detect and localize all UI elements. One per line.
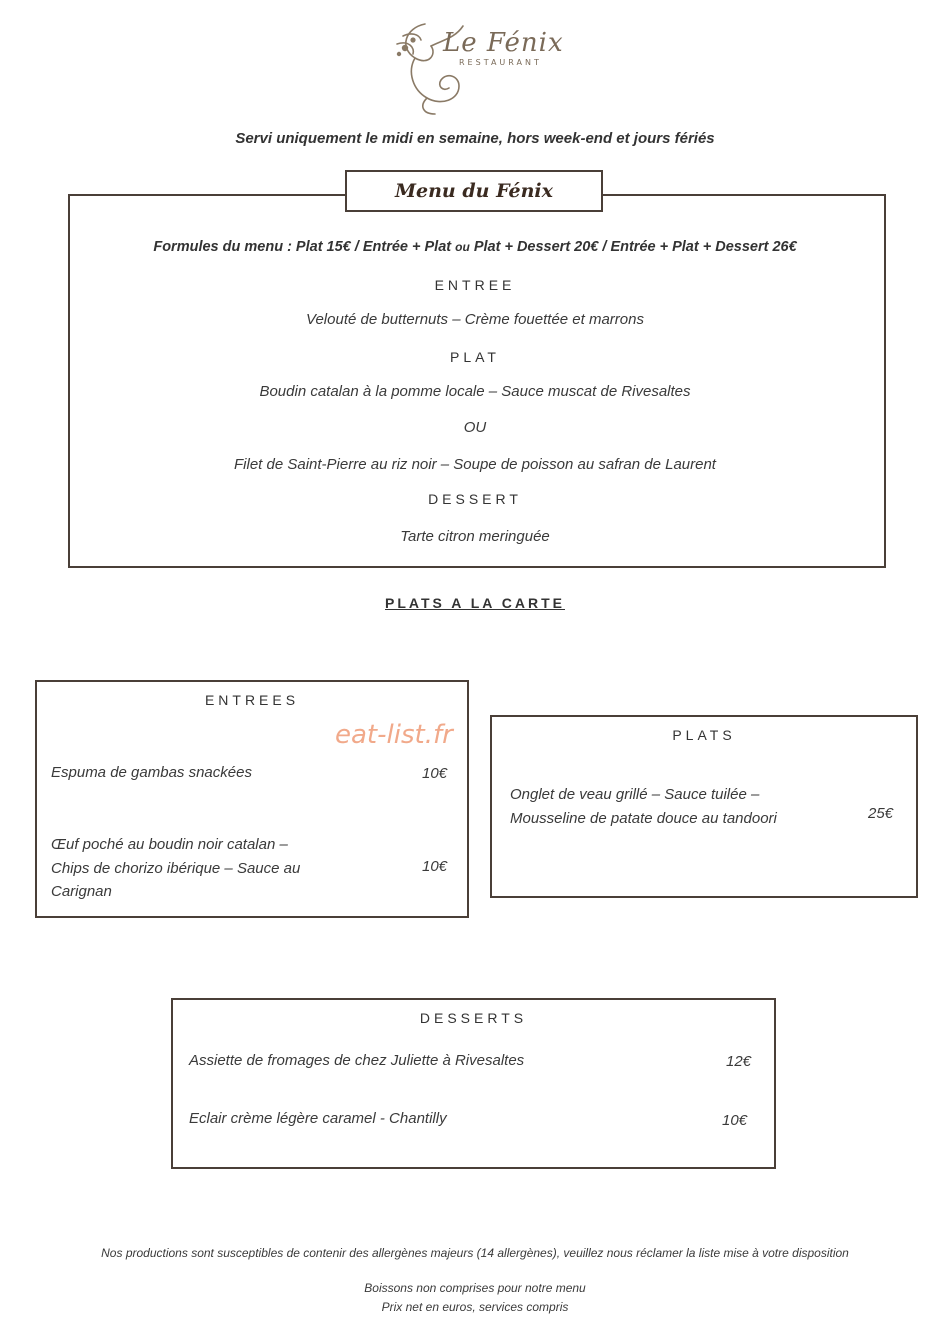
menu-plat-heading: PLAT bbox=[450, 349, 500, 365]
entrees-card bbox=[35, 680, 469, 918]
dessert-item-2 bbox=[189, 1107, 447, 1131]
restaurant-logo bbox=[385, 14, 565, 119]
menu-entree-dish: Velouté de butternuts – Crème fouettée et marrons bbox=[306, 311, 644, 328]
a-la-carte-title bbox=[0, 595, 950, 611]
menu-plat-dish-2: Filet de Saint-Pierre au riz noir – Soupe de poisson au safran de Laurent bbox=[234, 456, 716, 473]
plats-title: PLATS bbox=[672, 727, 736, 743]
plat-item-1 bbox=[510, 783, 777, 830]
formulas-part-a: Formules du menu : Plat 15€ / Entrée + Plat bbox=[153, 239, 452, 255]
menu-title: Menu du Fénix bbox=[395, 180, 553, 202]
entree-item-1-line-1: Espuma de gambas snackées bbox=[51, 764, 252, 781]
formulas-ou: ou bbox=[455, 240, 470, 254]
dessert-item-1 bbox=[189, 1049, 524, 1073]
dessert-item-1-price: 12€ bbox=[726, 1053, 752, 1070]
entree-item-2-line-1: Œuf poché au boudin noir catalan – bbox=[51, 836, 288, 853]
menu-plat-or: OU bbox=[463, 419, 487, 436]
menu-formulas bbox=[0, 239, 950, 255]
menu-dessert-heading: DESSERT bbox=[428, 491, 522, 507]
plat-item-1-line-1: Onglet de veau grillé – Sauce tuilée – bbox=[510, 786, 760, 803]
menu-title-box bbox=[345, 170, 603, 212]
plats-card bbox=[490, 715, 918, 898]
dessert-item-2-price: 10€ bbox=[722, 1112, 748, 1129]
watermark: eat-list.fr bbox=[335, 720, 453, 750]
formulas-part-b: Plat + Dessert 20€ / Entrée + Plat + Dessert 26€ bbox=[473, 239, 797, 255]
entree-item-2-line-3: Carignan bbox=[51, 883, 112, 900]
desserts-title: DESSERTS bbox=[419, 1010, 528, 1026]
service-note: Servi uniquement le midi en semaine, hors week-end et jours fériés bbox=[235, 130, 715, 147]
plat-item-1-line-2: Mousseline de patate douce au tandoori bbox=[510, 809, 777, 827]
prices-note: Prix net en euros, services compris bbox=[381, 1300, 569, 1314]
logo-name: Le Fénix bbox=[443, 28, 564, 58]
dessert-item-1-line-1: Assiette de fromages de chez Juliette à Rivesaltes bbox=[189, 1052, 525, 1069]
entree-item-2 bbox=[51, 833, 300, 904]
entree-item-1-price: 10€ bbox=[422, 765, 448, 782]
a-la-carte-title-text: PLATS A LA CARTE bbox=[385, 595, 565, 611]
dessert-item-2-line-1: Eclair crème légère caramel - Chantilly bbox=[189, 1110, 447, 1127]
menu-entree-heading: ENTREE bbox=[434, 277, 516, 293]
menu-plat-dish-1: Boudin catalan à la pomme locale – Sauce muscat de Rivesaltes bbox=[259, 383, 691, 400]
logo-subtitle: RESTAURANT bbox=[459, 58, 542, 67]
desserts-card bbox=[171, 998, 776, 1169]
entree-item-2-line-2: Chips de chorizo ibérique – Sauce au bbox=[51, 859, 301, 877]
entree-item-1 bbox=[51, 761, 252, 785]
entrees-title: ENTREES bbox=[204, 692, 300, 708]
plat-item-1-price: 25€ bbox=[868, 805, 894, 822]
drinks-note: Boissons non comprises pour notre menu bbox=[364, 1281, 586, 1295]
entree-item-2-price: 10€ bbox=[422, 858, 448, 875]
menu-dessert-dish: Tarte citron meringuée bbox=[400, 528, 550, 545]
allergens-note: Nos productions sont susceptibles de contenir des allergènes majeurs (14 allergènes), veuillez nous réclamer la liste mise à votre disposition bbox=[101, 1246, 849, 1260]
